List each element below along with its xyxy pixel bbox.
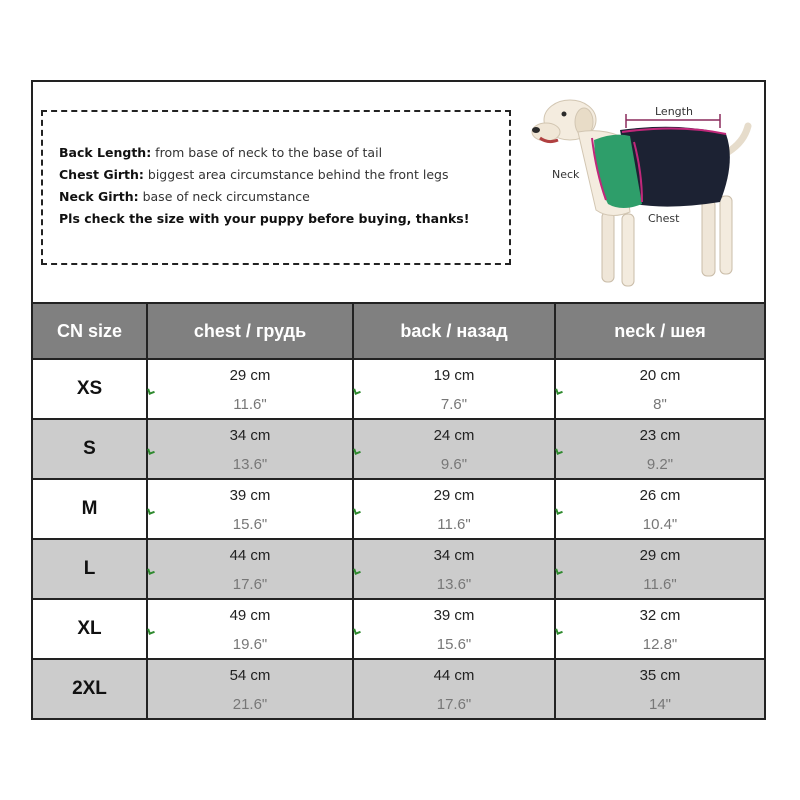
measurement-info-text (59, 142, 469, 230)
chest-cell (148, 660, 354, 720)
back-cm: 39 cm (433, 606, 475, 624)
neck-cell (556, 600, 766, 660)
back-length-label: Back Length: (59, 145, 152, 160)
table-row (31, 540, 766, 600)
neck-cm: 26 cm (639, 486, 681, 504)
chest-cell (148, 480, 354, 540)
back-length-line (59, 142, 469, 164)
chest-cm: 34 cm (229, 426, 271, 444)
back-inch: 15.6" (436, 635, 472, 653)
table-row (31, 600, 766, 660)
chest-cell (148, 360, 354, 420)
neck-inch: 11.6" (643, 575, 677, 593)
tick-mark (147, 387, 155, 395)
measurement-info-box (41, 110, 511, 265)
back-cm: 24 cm (433, 426, 475, 444)
back-cm: 29 cm (433, 486, 475, 504)
size-label: L (83, 558, 96, 579)
chest-label: Chest (648, 212, 680, 225)
size-label: S (83, 438, 96, 459)
tick-mark (353, 507, 361, 515)
length-label: Length (655, 105, 693, 118)
chest-inch: 13.6" (232, 455, 268, 473)
dog-measurement-illustration (530, 92, 760, 297)
neck-girth-text: base of neck circumstance (138, 189, 310, 204)
chest-inch: 17.6" (232, 575, 268, 593)
size-cell (31, 660, 148, 720)
neck-cm: 32 cm (639, 606, 681, 624)
size-cell (31, 480, 148, 540)
tick-mark (353, 627, 361, 635)
neck-inch: 14" (648, 695, 671, 713)
check-size-note: Pls check the size with your puppy before buying, thanks! (59, 211, 470, 226)
tick-mark (147, 507, 155, 515)
size-label: XS (76, 378, 103, 399)
header-chest: chest / грудь (148, 302, 354, 360)
chest-inch: 19.6" (232, 635, 268, 653)
header-cn-size: CN size (31, 302, 148, 360)
table-row (31, 360, 766, 420)
back-cell (354, 360, 556, 420)
neck-cell (556, 360, 766, 420)
tick-mark (147, 447, 155, 455)
chest-cell (148, 540, 354, 600)
neck-cell (556, 420, 766, 480)
size-cell (31, 420, 148, 480)
chest-girth-label: Chest Girth: (59, 167, 144, 182)
neck-girth-line (59, 186, 469, 208)
size-cell (31, 360, 148, 420)
table-row (31, 420, 766, 480)
back-inch: 11.6" (437, 515, 471, 533)
table-row (31, 660, 766, 720)
neck-cm: 35 cm (639, 666, 681, 684)
neck-inch: 10.4" (642, 515, 678, 533)
back-cm: 19 cm (433, 366, 475, 384)
back-inch: 9.6" (440, 455, 468, 473)
size-label: M (81, 498, 98, 519)
chest-inch: 15.6" (232, 515, 268, 533)
neck-cell (556, 540, 766, 600)
size-cell (31, 540, 148, 600)
tick-mark (555, 447, 563, 455)
size-label: XL (77, 618, 102, 639)
chest-girth-line (59, 164, 469, 186)
tick-mark (353, 447, 361, 455)
tick-mark (353, 387, 361, 395)
neck-label: Neck (552, 168, 580, 181)
chest-cell (148, 420, 354, 480)
chest-cm: 44 cm (229, 546, 271, 564)
tick-mark (555, 627, 563, 635)
table-header-row (31, 302, 766, 360)
neck-cell (556, 480, 766, 540)
chest-inch: 11.6" (233, 395, 267, 413)
neck-cm: 20 cm (639, 366, 681, 384)
back-cell (354, 600, 556, 660)
neck-cell (556, 660, 766, 720)
tick-mark (555, 507, 563, 515)
size-label: 2XL (72, 678, 107, 699)
chest-cm: 29 cm (229, 366, 271, 384)
neck-girth-label: Neck Girth: (59, 189, 139, 204)
tick-mark (353, 567, 361, 575)
neck-cm: 29 cm (639, 546, 681, 564)
back-cell (354, 420, 556, 480)
neck-cm: 23 cm (639, 426, 681, 444)
chest-cm: 39 cm (229, 486, 271, 504)
neck-inch: 9.2" (646, 455, 674, 473)
back-inch: 17.6" (436, 695, 472, 713)
tick-mark (147, 567, 155, 575)
tick-mark (555, 567, 563, 575)
back-length-text: from base of neck to the base of tail (151, 145, 383, 160)
table-row (31, 480, 766, 540)
tick-mark (147, 627, 155, 635)
back-inch: 7.6" (440, 395, 468, 413)
chest-cell (148, 600, 354, 660)
neck-inch: 8" (653, 395, 667, 413)
chest-cm: 54 cm (229, 666, 271, 684)
dog-icon (530, 92, 760, 297)
size-cell (31, 600, 148, 660)
size-table (31, 302, 766, 720)
header-neck: neck / шея (556, 302, 766, 360)
header-back: back / назад (354, 302, 556, 360)
chest-girth-text: biggest area circumstance behind the front legs (143, 167, 449, 182)
back-cell (354, 480, 556, 540)
back-cm: 44 cm (433, 666, 475, 684)
neck-inch: 12.8" (642, 635, 678, 653)
back-inch: 13.6" (436, 575, 472, 593)
back-cm: 34 cm (433, 546, 475, 564)
back-cell (354, 540, 556, 600)
back-cell (354, 660, 556, 720)
chest-inch: 21.6" (232, 695, 268, 713)
tick-mark (555, 387, 563, 395)
chest-cm: 49 cm (229, 606, 271, 624)
